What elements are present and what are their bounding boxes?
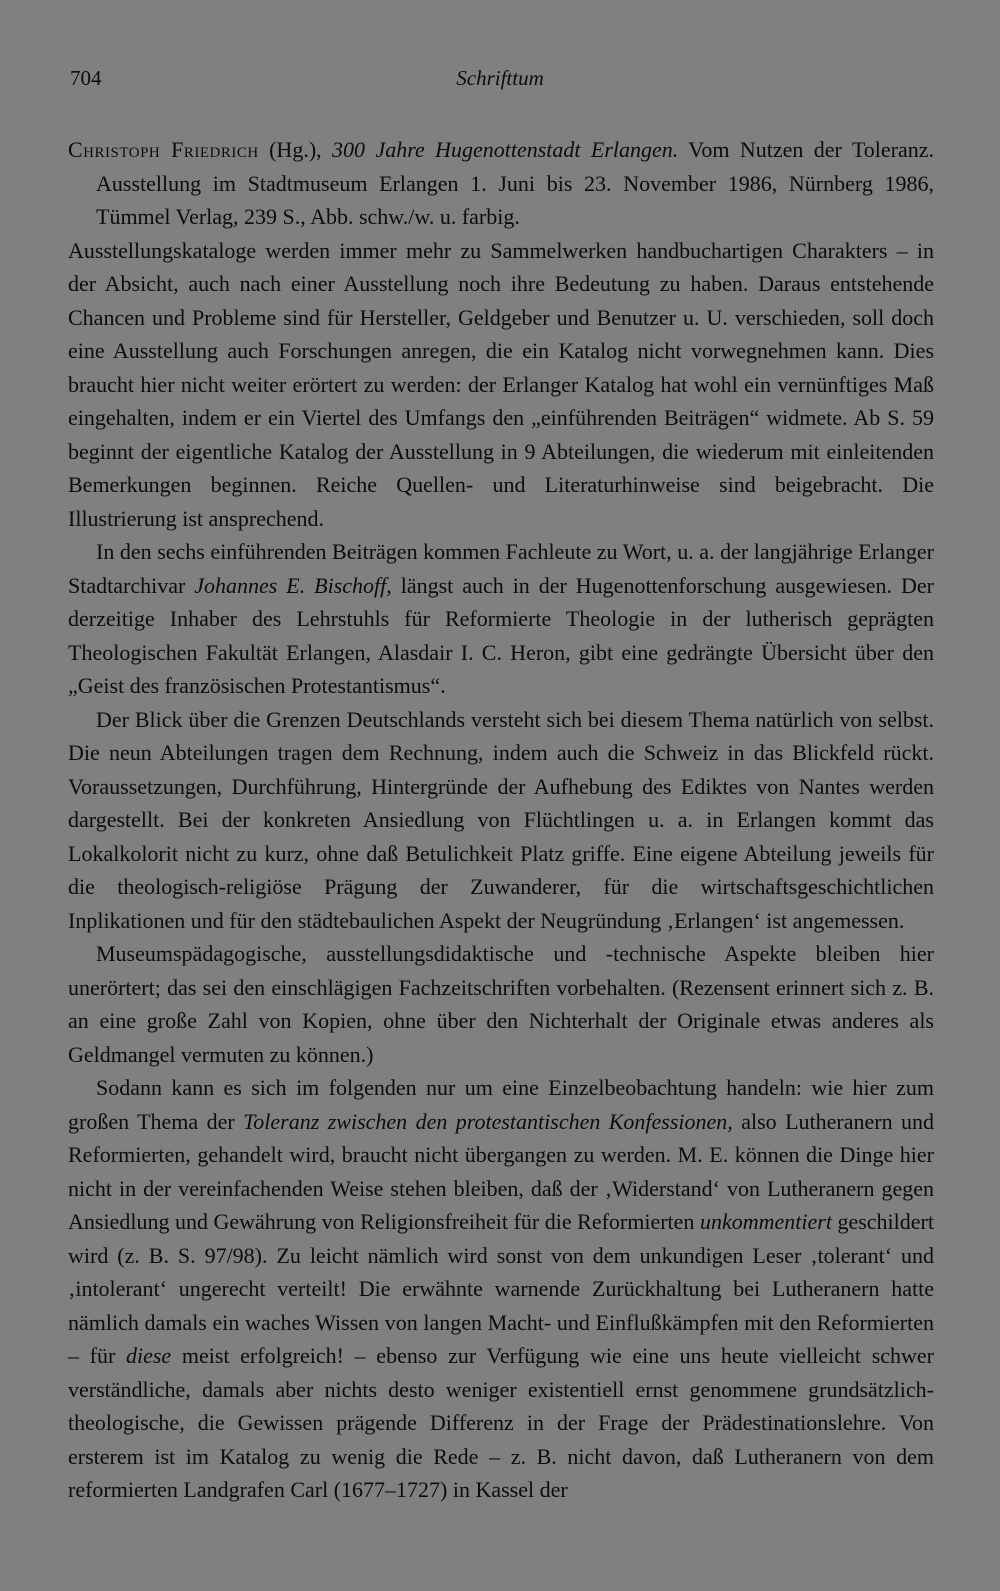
paragraph-2 xyxy=(68,535,934,703)
paragraph-2-text-b: längst auch in der Hugenottenforschung ausgewiesen. Der derzeitige Inhaber des Lehrstuhls für Reformierte Theologie in der lutherisch geprägten Theologischen Fakultät Erlangen, Alasdair I. C. Heron, gibt eine gedrängte Übersicht über den „Geist des französischen Protestantismus“. xyxy=(68,572,934,698)
running-title: Schrifttum xyxy=(456,66,544,90)
paragraph-5-text-b: also Lutheranern und Reformierten, gehandelt wird, braucht nicht übergangen zu werden. M. E. können die Dinge hier nicht in der vereinfachenden Weise stehen bleiben, daß der ‚Widerstand‘ von Lutheranern gegen Ansiedlung und Gewährung von Religionsfreiheit für die Reformierten xyxy=(68,1108,934,1234)
paragraph-5-text-d: meist erfolgreich! – ebenso zur Verfügung wie eine uns heute vielleicht schwer verständliche, damals aber nichts desto weniger existentiell ernst genommene grundsätzlich-theologische, die Gewissen prägende Differenz in der Frage der Prädestinationslehre. Von ersterem ist im Katalog zu wenig die Rede – z. B. nicht davon, daß Lutheranern von dem reformierten Landgrafen Carl (1677–1727) in Kassel der xyxy=(68,1343,935,1502)
emphasis-unkommentiert: unkommentiert xyxy=(699,1209,832,1234)
paragraph-5-text-c: geschildert wird (z. B. S. 97/98). Zu leicht nämlich wird sonst von dem unkundigen Leser ‚tolerant‘ und ‚intolerant‘ ungerecht verteilt! Die erwähnte warnende Zurückhaltung bei Lutheranern hatte nämlich damals ein waches Wissen von langen Macht- und Einflußkämpfen mit den Reformierten – für xyxy=(68,1209,934,1368)
page-header xyxy=(68,66,932,106)
paragraph-5-text-a: Sodann kann es sich im folgenden nur um eine Einzelbeobachtung handeln: wie hier zum großen Thema der xyxy=(68,1075,934,1134)
paragraph-5 xyxy=(68,1071,934,1507)
bibliographic-entry xyxy=(68,133,934,234)
entry-details: Vom Nutzen der Toleranz. Ausstellung im Stadtmuseum Erlangen 1. Juni bis 23. November 1986, Nürnberg 1986, Tümmel Verlag, 239 S., Abb. schw./w. u. farbig. xyxy=(96,137,934,229)
emphasis-diese: diese xyxy=(125,1343,172,1368)
paragraph-3: Der Blick über die Grenzen Deutschlands versteht sich bei diesem Thema natürlich von selbst. Die neun Abteilungen tragen dem Rechnung, indem auch die Schweiz in das Blickfeld rückt. Voraussetzungen, Durchführung, Hintergründe der Aufhebung des Ediktes von Nantes werden dargestellt. Bei der konkreten Ansiedlung von Flüchtlingen u. a. in Erlangen kommt das Lokalkolorit nicht zu kurz, ohne daß Betulichkeit Platz griffe. Eine eigene Abteilung jeweils für die theologisch-religiöse Prägung der Zuwanderer, für die wirtschaftsgeschichtlichen Inplikationen und für den städtebaulichen Aspekt der Neugründung ‚Erlangen‘ ist angemessen. xyxy=(68,706,934,933)
emphasis-toleranz: Toleranz zwischen den protestantischen Konfessionen, xyxy=(243,1108,733,1134)
paragraph-1: Ausstellungskataloge werden immer mehr zu Sammelwerken handbuchartigen Charakters – in der Absicht, auch nach einer Ausstellung noch ihre Bedeutung zu haben. Daraus entstehende Chancen und Probleme sind für Hersteller, Geldgeber und Benutzer u. U. verschieden, soll doch eine Ausstellung auch Forschungen anregen, die ein Katalog nicht vorwegnehmen kann. Dies braucht hier nicht weiter erörtert zu werden: der Erlanger Katalog hat wohl ein vernünftiges Maß eingehalten, indem er ein Viertel des Umfangs den „einführenden Beiträgen“ widmete. Ab S. 59 beginnt der eigentliche Katalog der Ausstellung in 9 Abteilungen, die wiederum mit einleitenden Bemerkungen beginnen. Reiche Quellen- und Literaturhinweise sind beigebracht. Die Illustrierung ist ansprechend. xyxy=(68,237,934,531)
person-name: Johannes E. Bischoff, xyxy=(194,572,392,598)
entry-title: 300 Jahre Hugenottenstadt Erlangen. xyxy=(332,137,679,162)
entry-editor-mark: (Hg.), xyxy=(258,137,333,162)
page-number: 704 xyxy=(70,66,102,90)
page-body xyxy=(68,133,934,1507)
paragraph-4: Museumspädagogische, ausstellungsdidaktische und -technische Aspekte bleiben hier unerörtert; das sei den einschlägigen Fachzeitschriften vorbehalten. (Rezensent erinnert sich z. B. an eine große Zahl von Kopien, ohne über den Nichterhalt der Originale etwas anderes als Geldmangel vermuten zu können.) xyxy=(68,941,934,1067)
paragraph-2-text-a: In den sechs einführenden Beiträgen kommen Fachleute zu Wort, u. a. der langjährige Erlanger Stadtarchivar xyxy=(68,539,934,598)
entry-author: Christoph Friedrich xyxy=(68,137,259,162)
